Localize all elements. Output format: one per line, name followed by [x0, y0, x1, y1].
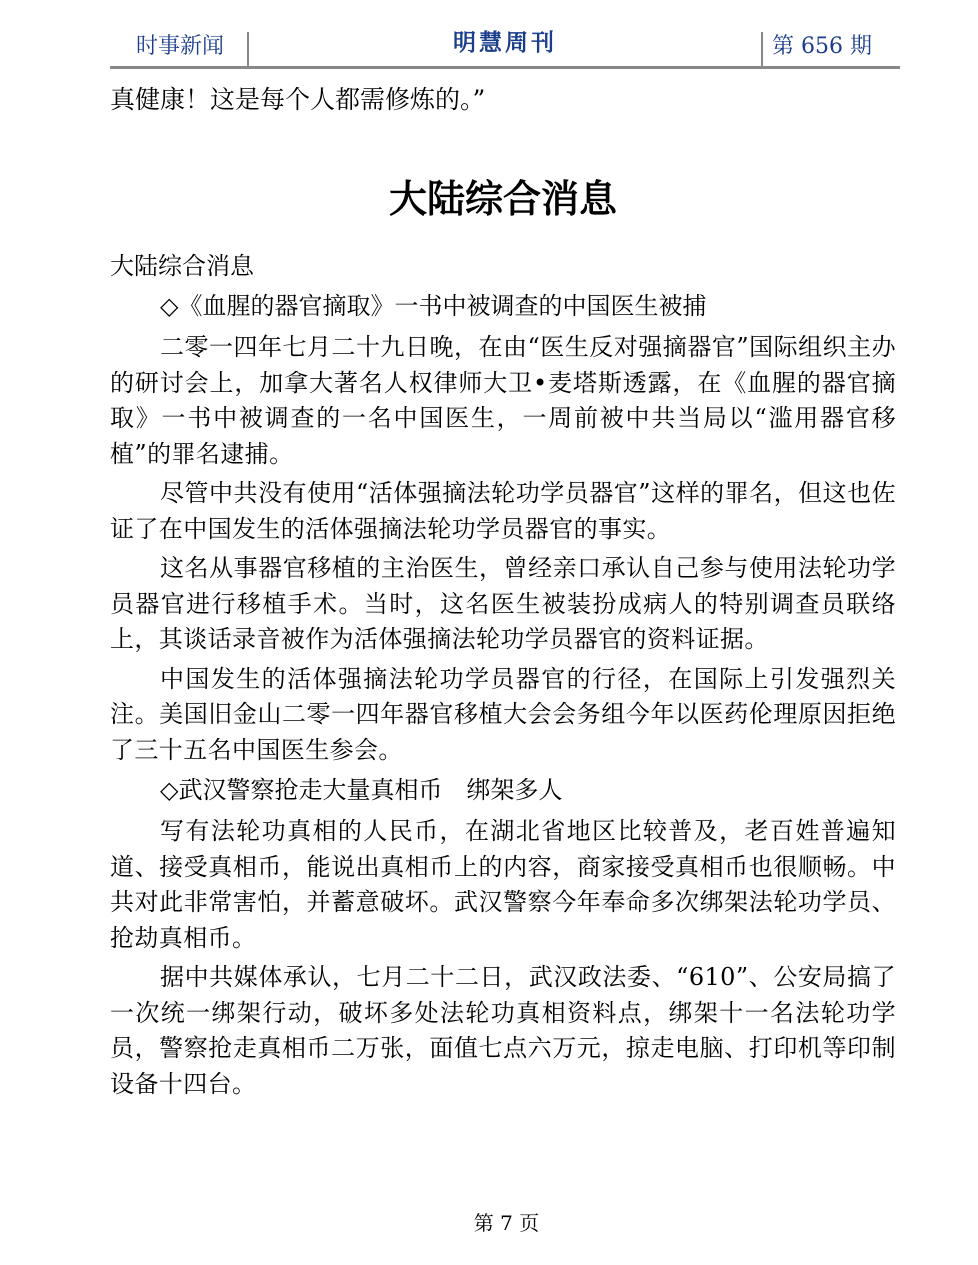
carry-over-text: 真健康！这是每个人都需修炼的。”: [110, 85, 486, 114]
page-number: 第 7 页: [473, 1211, 540, 1235]
header-rule: [110, 66, 900, 69]
article-paragraph: 据中共媒体承认，七月二十二日，武汉政法委、“610”、公安局搞了一次统一绑架行动，破坏多处法轮功真相资料点，绑架十一名法轮功学员，警察抢走真相币二万张，面值七点六万元，掠走电脑、打印机等印制设备十四台。: [110, 963, 896, 1098]
article-paragraph: 尽管中共没有使用“活体强摘法轮功学员器官”这样的罪名，但这也佐证了在中国发生的活体强摘法轮功学员器官的事实。: [110, 479, 896, 543]
article-paragraph: 写有法轮功真相的人民币，在湖北省地区比较普及，老百姓普遍知道、接受真相币，能说出真相币上的内容，商家接受真相币也很顺畅。中共对此非常害怕，并蓄意破坏。武汉警察今年奉命多次绑架法轮功学员、抢劫真相币。: [110, 817, 896, 952]
page-content: [110, 82, 896, 1102]
article-title: ◇《血腥的器官摘取》一书中被调查的中国医生被捕: [160, 292, 707, 320]
header-publication-title: 明慧周刊: [453, 30, 557, 56]
header-section-name: 时事新闻: [136, 34, 225, 59]
main-title: 大陆综合消息: [388, 177, 617, 221]
section-label: 大陆综合消息: [110, 252, 254, 280]
page-header: [110, 26, 900, 68]
article-paragraph: 这名从事器官移植的主治医生，曾经亲口承认自己参与使用法轮功学员器官进行移植手术。当时，这名医生被装扮成病人的特别调查员联络上，其谈话录音被作为活体强摘法轮功学员器官的资料证据。: [110, 554, 896, 653]
article-title: ◇武汉警察抢走大量真相币 绑架多人: [160, 776, 563, 804]
article-paragraph: 二零一四年七月二十九日晚，在由“医生反对强摘器官”国际组织主办的研讨会上，加拿大著名人权律师大卫•麦塔斯透露，在《血腥的器官摘取》一书中被调查的一名中国医生，一周前被中共当局以“滥用器官移植”的罪名逮捕。: [110, 333, 896, 468]
header-issue-number: 第 656 期: [772, 34, 872, 59]
header-divider-right: [761, 32, 763, 66]
article-paragraph: 中国发生的活体强摘法轮功学员器官的行径，在国际上引发强烈关注。美国旧金山二零一四年器官移植大会会务组今年以医药伦理原因拒绝了三十五名中国医生参会。: [110, 664, 896, 764]
